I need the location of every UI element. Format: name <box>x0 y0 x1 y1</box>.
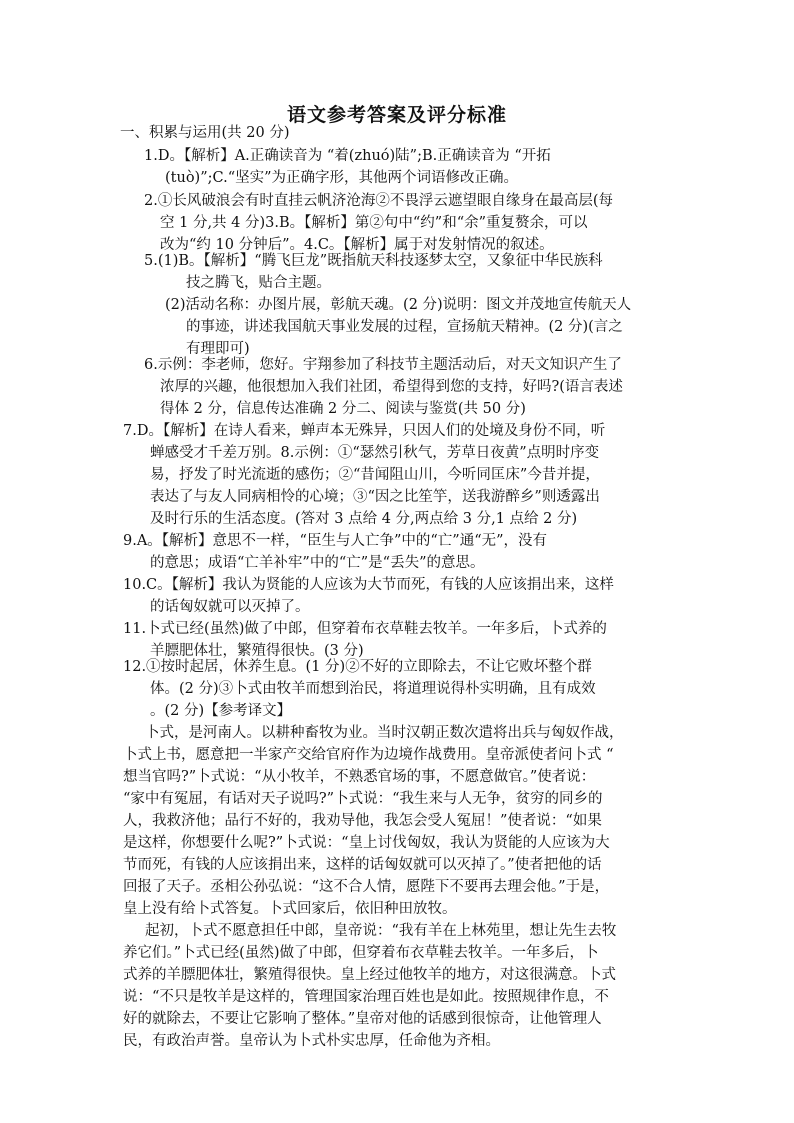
text-line: 人，我救济他；品行不好的，我劝导他，我怎会受人冤屈！”使者说：“如果 <box>123 813 602 829</box>
text-line: 卜式上书，愿意把一半家产交给官府作为边境作战费用。皇帝派使者问卜式 “ <box>123 747 614 763</box>
text-line: “家中有冤屈，有话对天子说吗?”卜式说：“我生来与人无争，贫穷的同乡的 <box>123 791 603 807</box>
text-line: 起初，卜式不愿意担任中郎，皇帝说：“我有羊在上林苑里，想让先生去牧 <box>145 923 617 939</box>
text-line: 1.D。【解析】A.正确读音为 “着(zhuó)陆”;B.正确读音为 “开拓 <box>144 148 551 164</box>
text-line: 6.示例：李老师，您好。宇翔参加了科技节主题活动后，对天文知识产生了 <box>144 357 622 373</box>
text-line: 蝉感受才千差万别。8.示例：①“瑟然引秋气，芳草日夜黄”点明时序变 <box>150 445 600 461</box>
text-line: 浓厚的兴趣，他很想加入我们社团，希望得到您的支持，好吗?(语言表述 <box>160 379 623 395</box>
text-line: 体。(2 分)③卜式由牧羊而想到治民，将道理说得朴实明确，且有成效 <box>150 681 596 697</box>
text-line: 的意思；成语“亡羊补牢”中的“亡”是“丢失”的意思。 <box>150 555 485 571</box>
section-heading: 一、积累与运用(共 20 分) <box>120 125 290 141</box>
text-line: 说：“不只是牧羊是这样的，管理国家治理百姓也是如此。按照规律作息，不 <box>123 989 609 1005</box>
text-line: 式养的羊膘肥体壮，繁殖得很快。皇上经过他牧羊的地方，对这很满意。卜式 <box>123 967 616 983</box>
text-line: 的事迹，讲述我国航天事业发展的过程，宣扬航天精神。(2 分)(言之 <box>186 319 623 335</box>
text-line: 表达了与友人同病相怜的心境；③“因之比笙竽，送我游醉乡”则透露出 <box>150 489 600 505</box>
text-line: 易，抒发了时光流逝的感伤；②“昔闻阻山川，今听同匡床”今昔并提， <box>150 467 600 483</box>
text-line: 有理即可) <box>186 341 250 357</box>
text-line: 及时行乐的生活态度。(答对 3 点给 4 分,两点给 3 分,1 点给 2 分) <box>150 511 578 527</box>
text-line: 羊膘肥体壮，繁殖得很快。(3 分) <box>150 643 364 659</box>
text-line: 得体 2 分，信息传达准确 2 分二、阅读与鉴赏(共 50 分) <box>160 401 526 417</box>
text-line: (tuò)”;C.“坚实”为正确字形，其他两个词语修改正确。 <box>165 170 519 186</box>
text-line: 7.D。【解析】在诗人看来，蝉声本无殊异，只因人们的处境及身份不同，听 <box>123 423 606 439</box>
text-line: 12.①按时起居，休养生息。(1 分)②不好的立即除去，不让它败坏整个群 <box>123 659 592 675</box>
text-line: 2.①长风破浪会有时直挂云帆济沧海②不畏浮云遮望眼自缘身在最高层(每 <box>144 193 613 209</box>
text-line: 皇上没有给卜式答复。卜式回家后，依旧种田放牧。 <box>123 901 457 917</box>
text-line: 养它们。”卜式已经(虽然)做了中郎，但穿着布衣草鞋去牧羊。一年多后，卜 <box>123 945 599 961</box>
text-line: 民，有政治声誉。皇帝认为卜式朴实忠厚，任命他为齐相。 <box>123 1033 500 1049</box>
text-line: 5.(1)B。【解析】“腾飞巨龙”既指航天科技逐梦太空，又象征中华民族科 <box>144 253 603 269</box>
document-title: 语文参考答案及评分标准 <box>286 104 507 126</box>
text-line: 节而死，有钱的人应该捐出来，这样的话匈奴就可以灭掉了。”使者把他的话 <box>123 857 602 873</box>
text-line: 是这样，你想要什么呢?”卜式说：“皇上讨伐匈奴，我认为贤能的人应该为大 <box>123 835 610 851</box>
text-line: 好的就除去，不要让它影响了整体。”皇帝对他的话感到很惊奇，让他管理人 <box>123 1011 602 1027</box>
text-line: 空 1 分,共 4 分)3.B。【解析】第②句中“约”和“余”重复赘余，可以 <box>160 215 588 231</box>
text-line: 9.A。【解析】意思不一样，“臣生与人亡争”中的“亡”通“无”，没有 <box>123 533 548 549</box>
text-line: 技之腾飞，贴合主题。 <box>186 275 331 291</box>
text-line: 10.C。【解析】我认为贤能的人应该为大节而死，有钱的人应该捐出来，这样 <box>123 577 614 593</box>
text-line: 回报了天子。丞相公孙弘说：“这不合人情，愿陛下不要再去理会他。”于是， <box>123 879 610 895</box>
text-line: 的话匈奴就可以灭掉了。 <box>150 599 310 615</box>
text-line: 。(2 分)【参考译文】 <box>150 703 292 719</box>
text-line: 卜式，是河南人。以耕种畜牧为业。当时汉朝正数次遣将出兵与匈奴作战， <box>145 725 624 741</box>
text-line: (2)活动名称：办图片展，彰航天魂。(2 分)说明：图文并茂地宣传航天人 <box>165 297 632 313</box>
text-line: 11.卜式已经(虽然)做了中郎，但穿着布衣草鞋去牧羊。一年多后，卜式养的 <box>123 621 607 637</box>
text-line: 想当官吗?”卜式说：“从小牧羊，不熟悉官场的事，不愿意做官。”使者说： <box>123 769 596 785</box>
text-line: 改为“约 10 分钟后”。4.C。【解析】属于对发射情况的叙述。 <box>160 237 554 253</box>
